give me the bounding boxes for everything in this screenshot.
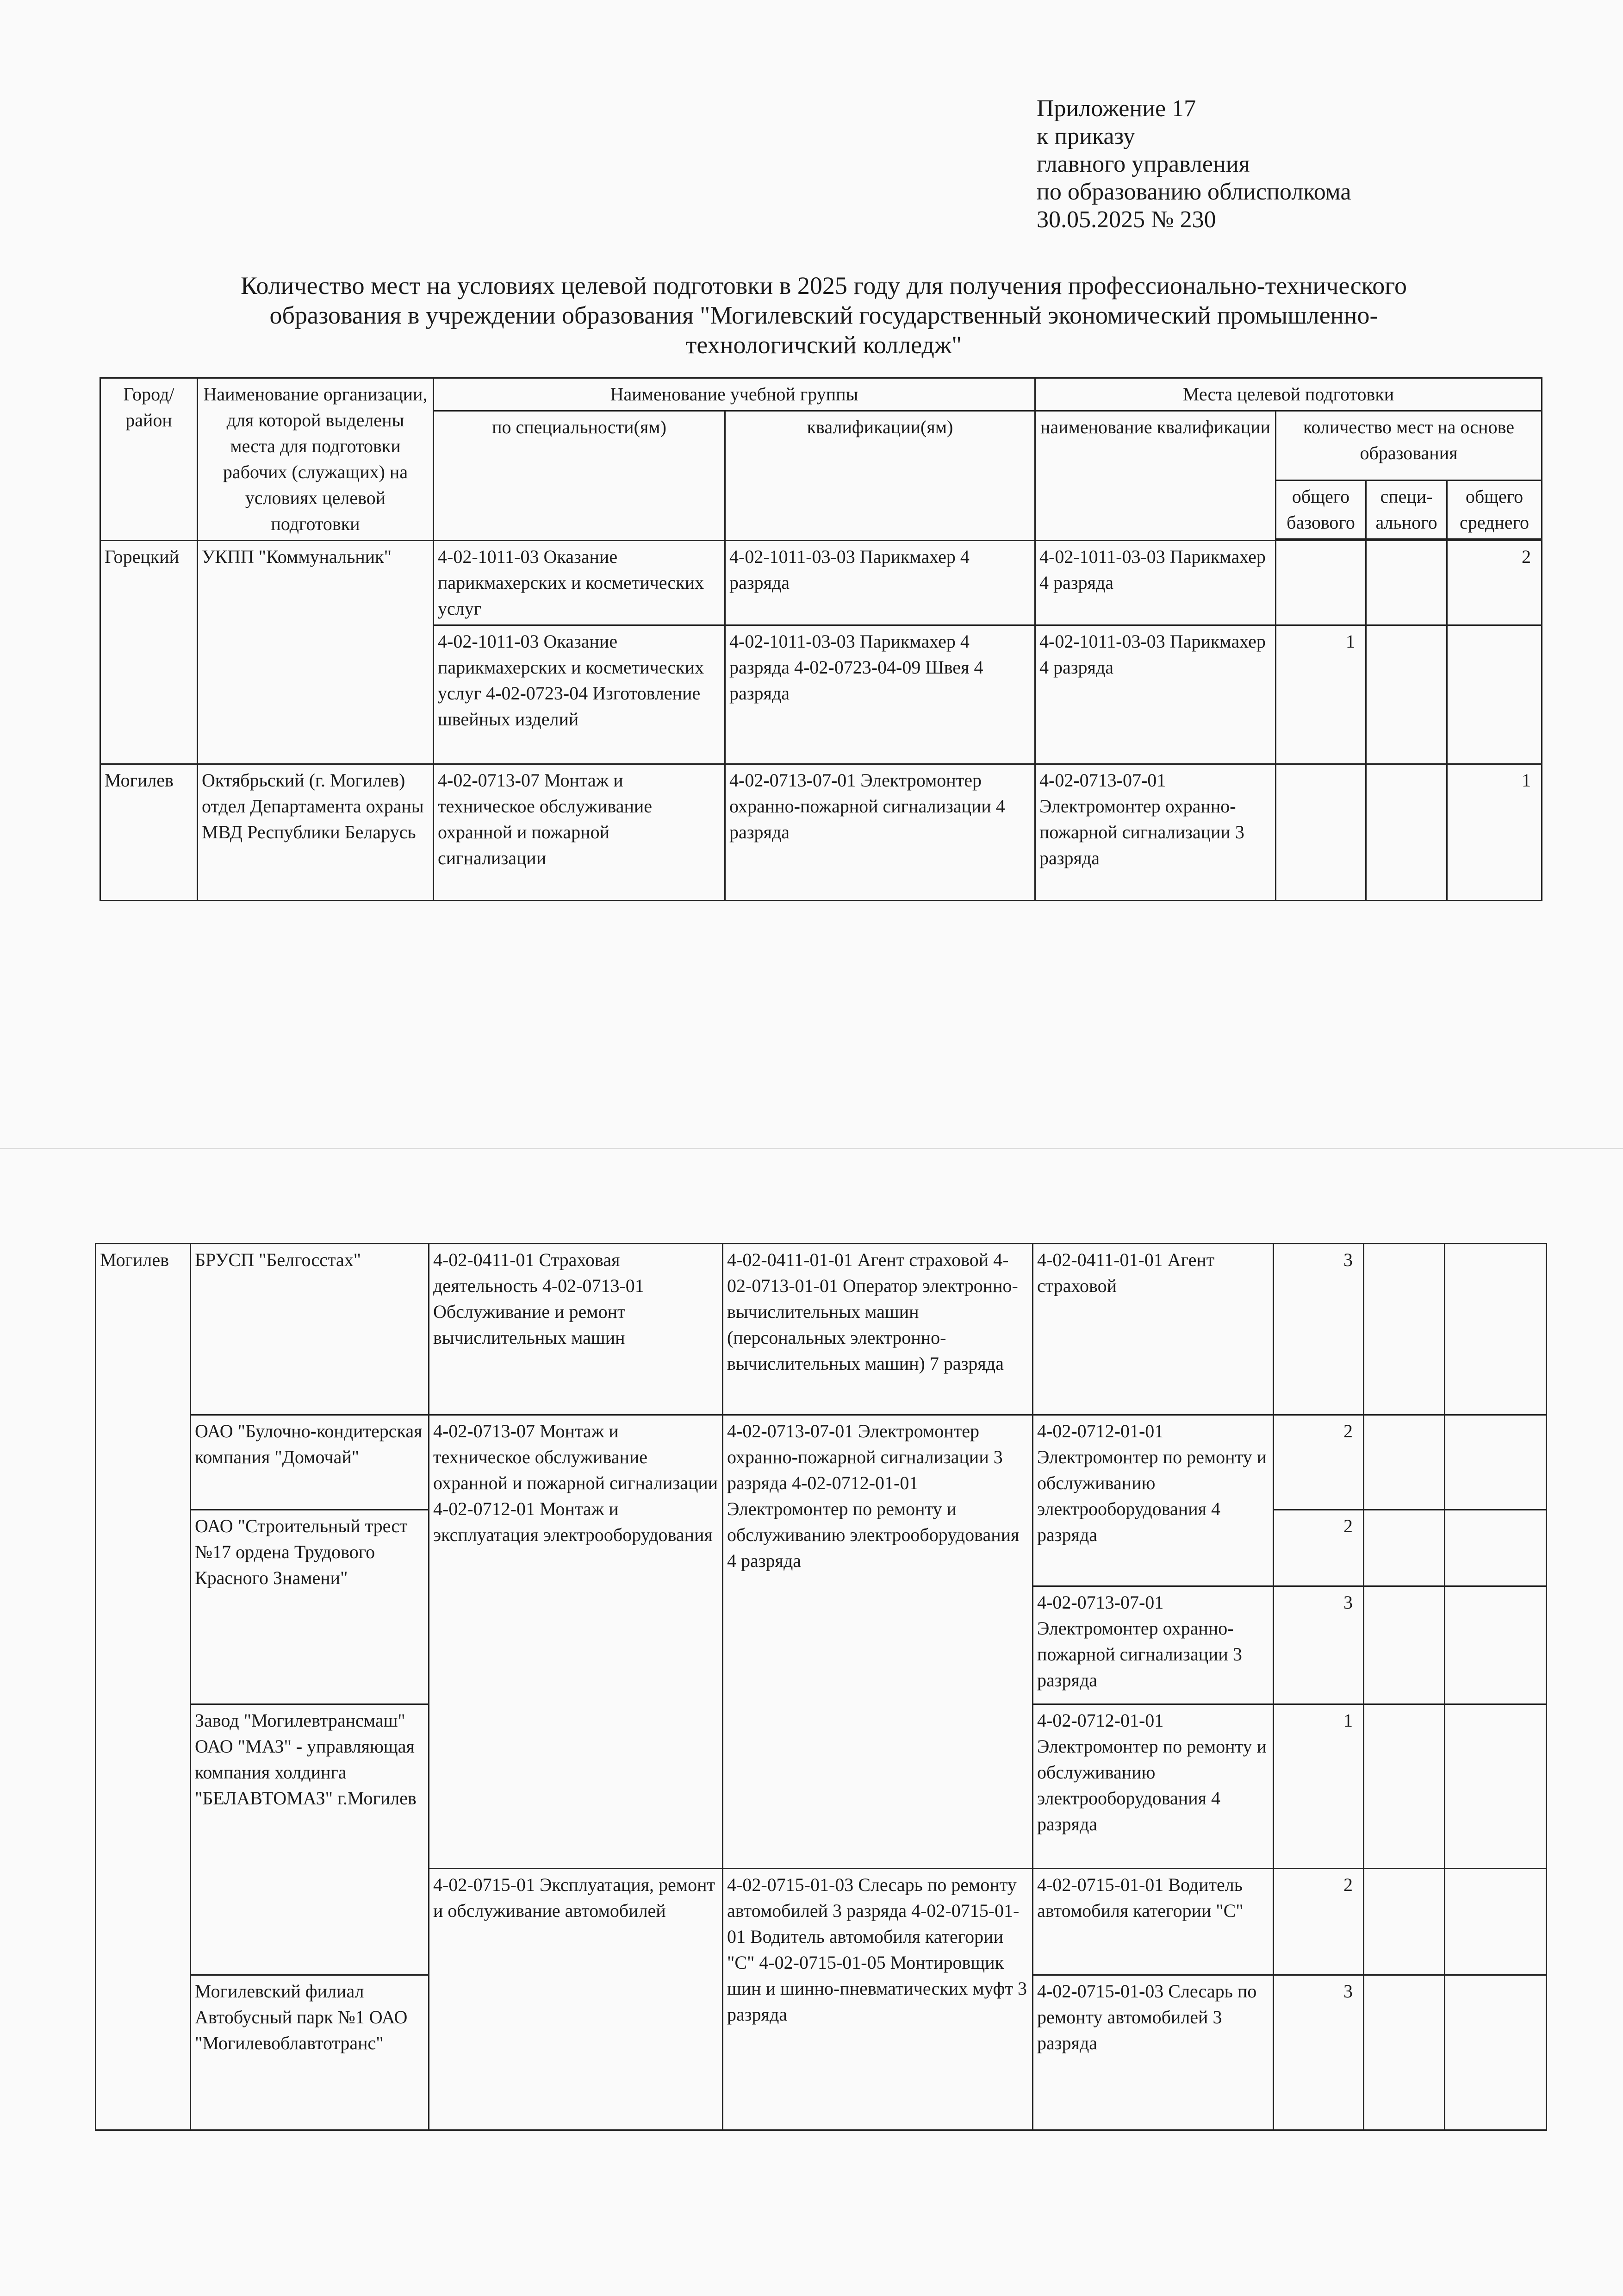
cell-specialty: 4-02-0713-07 Монтаж и техническое обслуживание охранной и пожарной сигнализации 4-02-0712-01 Монтаж и эксплуатация электрооборудования	[429, 1415, 723, 1869]
cell-secondary: 1	[1447, 764, 1542, 901]
places-table-page1	[99, 377, 1542, 901]
cell-basic: 2	[1274, 1415, 1364, 1510]
cell-basic: 2	[1274, 1510, 1364, 1586]
cell-basic: 3	[1274, 1244, 1364, 1415]
cell-basic: 3	[1274, 1586, 1364, 1704]
cell-specialty: 4-02-1011-03 Оказание парикмахерских и косметических услуг	[434, 541, 725, 625]
appendix-date: 30.05.2025 № 230	[1037, 206, 1216, 233]
cell-basic: 3	[1274, 1975, 1364, 2130]
cell-organization: УКПП "Коммунальник"	[198, 541, 434, 764]
table-row	[100, 764, 1542, 901]
table-row	[100, 541, 1542, 625]
header-qualification-name: наименование квалификации	[1035, 411, 1276, 541]
appendix-line: к приказу	[1037, 123, 1135, 150]
cell-qualification-name: 4-02-0712-01-01 Электромонтер по ремонту и обслуживанию электрооборудования 4 разряда	[1033, 1704, 1274, 1869]
cell-qualification: 4-02-0713-07-01 Электромонтер охранно-пожарной сигнализации 3 разряда 4-02-0712-01-01 Электромонтер по ремонту и обслуживанию электрооборудования 4 разряда	[723, 1415, 1033, 1869]
cell-special	[1366, 625, 1447, 764]
title-line: Количество мест на условиях целевой подготовки в 2025 году для получения профессионально-технического	[240, 272, 1407, 299]
cell-special	[1364, 1244, 1445, 1415]
cell-specialty: 4-02-1011-03 Оказание парикмахерских и косметических услуг 4-02-0723-04 Изготовление швейных изделий	[434, 625, 725, 764]
cell-qualification-name: 4-02-1011-03-03 Парикмахер 4 разряда	[1035, 541, 1276, 625]
cell-qualification: 4-02-1011-03-03 Парикмахер 4 разряда	[725, 541, 1035, 625]
cell-special	[1366, 764, 1447, 901]
appendix-line: главного управления	[1037, 151, 1250, 177]
header-target-places: Места целевой подготовки	[1035, 378, 1542, 411]
cell-organization: БРУСП "Белгосстах"	[191, 1244, 429, 1415]
appendix-block	[1037, 95, 1351, 234]
cell-basic: 1	[1274, 1704, 1364, 1869]
title-line: образования в учреждении образования "Могилевский государственный экономический промышленно-	[269, 301, 1378, 329]
cell-secondary	[1445, 1869, 1547, 1975]
cell-qualification-name: 4-02-0712-01-01 Электромонтер по ремонту и обслуживанию электрооборудования 4 разряда	[1033, 1415, 1274, 1586]
appendix-line: по образованию облисполкома	[1037, 179, 1351, 205]
cell-qualification-name: 4-02-0411-01-01 Агент страховой	[1033, 1244, 1274, 1415]
header-specialty: по специальности(ям)	[434, 411, 725, 541]
cell-special	[1364, 1586, 1445, 1704]
cell-qualification-name: 4-02-1011-03-03 Парикмахер 4 разряда	[1035, 625, 1276, 764]
cell-qualification-name: 4-02-0715-01-03 Слесарь по ремонту автомобилей 3 разряда	[1033, 1975, 1274, 2130]
cell-special	[1364, 1510, 1445, 1586]
cell-qualification: 4-02-0715-01-03 Слесарь по ремонту автомобилей 3 разряда 4-02-0715-01-01 Водитель автомобиля категории "С" 4-02-0715-01-05 Монтировщик шин и шинно-пневматических муфт 3 разряда	[723, 1869, 1033, 2130]
cell-special	[1364, 1869, 1445, 1975]
header-special: специ- ального	[1366, 480, 1447, 539]
cell-specialty: 4-02-0713-07 Монтаж и техническое обслуживание охранной и пожарной сигнализации	[434, 764, 725, 901]
header-count-by-education: количество мест на основе образования	[1276, 411, 1542, 480]
cell-secondary	[1445, 1586, 1547, 1704]
cell-qualification-name: 4-02-0713-07-01 Электромонтер охранно-пожарной сигнализации 3 разряда	[1033, 1586, 1274, 1704]
table-row	[96, 1415, 1547, 1510]
cell-basic	[1276, 541, 1366, 625]
cell-qualification: 4-02-0411-01-01 Агент страховой 4-02-0713-01-01 Оператор электронно-вычислительных машин (персональных электронно-вычислительных машин) 7 разряда	[723, 1244, 1033, 1415]
cell-city: Могилев	[100, 764, 198, 901]
cell-special	[1366, 541, 1447, 625]
cell-organization: ОАО "Булочно-кондитерская компания "Домочай"	[191, 1415, 429, 1510]
header-secondary: общего среднего	[1447, 480, 1542, 539]
places-table-page2	[95, 1243, 1547, 2131]
cell-secondary	[1447, 625, 1542, 764]
cell-basic	[1276, 764, 1366, 901]
cell-organization: Завод "Могилевтрансмаш" ОАО "МАЗ" - управляющая компания холдинга "БЕЛАВТОМАЗ" г.Могилев	[191, 1704, 429, 1975]
cell-specialty: 4-02-0411-01 Страховая деятельность 4-02-0713-01 Обслуживание и ремонт вычислительных машин	[429, 1244, 723, 1415]
cell-secondary	[1445, 1510, 1547, 1586]
header-basic: общего базового	[1276, 480, 1366, 539]
cell-organization: Могилевский филиал Автобусный парк №1 ОАО "Могилевоблавтотранс"	[191, 1975, 429, 2130]
cell-qualification-name: 4-02-0713-07-01 Электромонтер охранно-пожарной сигнализации 3 разряда	[1035, 764, 1276, 901]
cell-secondary	[1445, 1415, 1547, 1510]
cell-secondary	[1445, 1704, 1547, 1869]
cell-special	[1364, 1704, 1445, 1869]
document-title	[139, 271, 1509, 360]
table-row	[96, 1244, 1547, 1415]
appendix-line: Приложение 17	[1037, 95, 1196, 122]
header-qualification: квалификации(ям)	[725, 411, 1035, 541]
cell-secondary	[1445, 1244, 1547, 1415]
page-separator	[0, 1148, 1623, 1149]
cell-secondary	[1445, 1975, 1547, 2130]
cell-city: Могилев	[96, 1244, 191, 2130]
cell-basic: 1	[1276, 625, 1366, 764]
cell-specialty: 4-02-0715-01 Эксплуатация, ремонт и обслуживание автомобилей	[429, 1869, 723, 2130]
cell-organization: Октябрьский (г. Могилев) отдел Департамента охраны МВД Республики Беларусь	[198, 764, 434, 901]
header-study-group: Наименование учебной группы	[434, 378, 1035, 411]
cell-secondary: 2	[1447, 541, 1542, 625]
cell-qualification: 4-02-0713-07-01 Электромонтер охранно-пожарной сигнализации 4 разряда	[725, 764, 1035, 901]
cell-special	[1364, 1975, 1445, 2130]
header-city: Город/ район	[100, 378, 198, 541]
header-organization: Наименование организации, для которой выделены места для подготовки рабочих (служащих) на условиях целевой подготовки	[198, 378, 434, 541]
cell-organization: ОАО "Строительный трест №17 ордена Трудового Красного Знамени"	[191, 1510, 429, 1704]
cell-basic: 2	[1274, 1869, 1364, 1975]
cell-city: Горецкий	[100, 541, 198, 764]
cell-qualification-name: 4-02-0715-01-01 Водитель автомобиля категории "С"	[1033, 1869, 1274, 1975]
cell-qualification: 4-02-1011-03-03 Парикмахер 4 разряда 4-02-0723-04-09 Швея 4 разряда	[725, 625, 1035, 764]
title-line: технологичский колледж"	[685, 331, 962, 359]
cell-special	[1364, 1415, 1445, 1510]
